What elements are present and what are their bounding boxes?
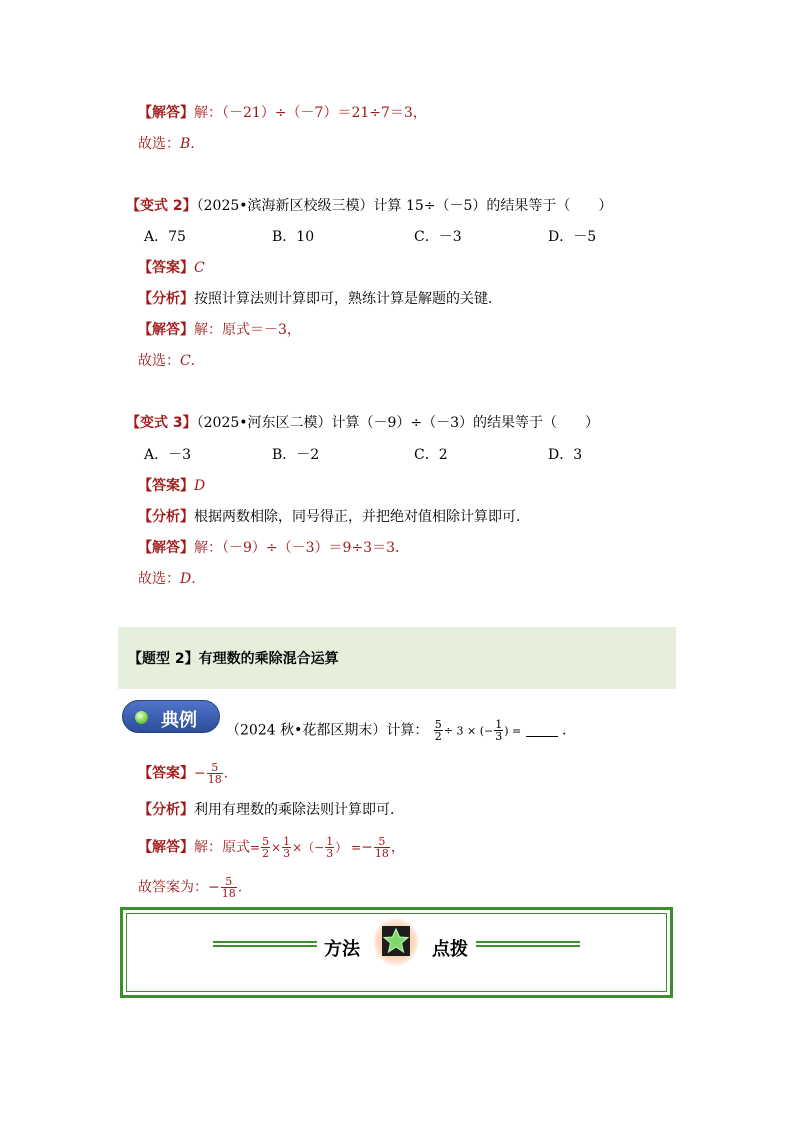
- analysis-tag: 【分析】: [138, 802, 194, 818]
- answer-blank: [526, 725, 558, 737]
- expr-text: ) =: [504, 724, 522, 738]
- variant2-tag: 【变式 2】: [126, 198, 197, 214]
- example-question: [226, 719, 576, 741]
- minus-sign: −: [361, 839, 373, 856]
- variant2-options: [0, 227, 794, 247]
- denominator: 3: [495, 730, 503, 743]
- method-right-label: 点拨: [432, 939, 468, 960]
- variant2-question: [126, 196, 612, 216]
- fraction: [494, 719, 503, 742]
- numerator: 5: [378, 835, 386, 848]
- answer-tag: 【答案】: [138, 260, 194, 276]
- solution-text: 解：原式＝－3，: [194, 322, 301, 338]
- fraction: [207, 762, 223, 785]
- analysis-text: 利用有理数的乘除法则计算即可．: [194, 802, 404, 818]
- variant2-analysis: [138, 289, 502, 309]
- numerator: 1: [495, 718, 503, 731]
- numerator: 5: [262, 835, 270, 848]
- period: .: [190, 353, 196, 369]
- answer-tag: 【答案】: [138, 478, 194, 494]
- final-prefix: 故答案为：: [138, 879, 208, 896]
- jieda-tag: 【解答】: [138, 839, 194, 856]
- section-title: 【题型 2】有理数的乘除混合运算: [128, 651, 339, 667]
- fraction: [261, 836, 270, 859]
- jieda-tag: 【解答】: [138, 105, 194, 121]
- variant2-question-text: （2025•滨海新区校级三模）计算 15÷（－5）的结果等于（ ）: [196, 198, 613, 214]
- jieda-tag: 【解答】: [138, 322, 194, 338]
- period: ．: [562, 722, 577, 739]
- analysis-text: 根据两数相除，同号得正，并把绝对值相除计算即可．: [194, 509, 530, 525]
- choice-line: [138, 134, 195, 154]
- fraction: [325, 836, 334, 859]
- example-final: [138, 876, 242, 900]
- denominator: 2: [434, 730, 442, 743]
- solution-text: 解：（－21）÷（－7）＝21÷7＝3，: [194, 105, 427, 121]
- numerator: 5: [434, 718, 442, 731]
- variant3-choice: [138, 569, 196, 589]
- answer-value: C: [194, 260, 205, 276]
- choice-answer: C: [180, 353, 191, 369]
- analysis-tag: 【分析】: [138, 509, 194, 525]
- option-b: B．－2: [272, 447, 320, 463]
- solution-prefix: 解：原式: [194, 839, 250, 856]
- option-a: A．－3: [144, 447, 192, 463]
- denominator: 18: [221, 887, 236, 900]
- numerator: 1: [283, 835, 291, 848]
- denominator: 2: [262, 847, 270, 860]
- equals: =: [250, 840, 261, 855]
- option-a: A．75: [144, 229, 186, 245]
- period: .: [190, 136, 195, 152]
- answer-value: D: [194, 478, 206, 494]
- denominator: 18: [207, 773, 222, 786]
- variant3-question-text: （2025•河东区二模）计算（－9）÷（－3）的结果等于（ ）: [196, 415, 600, 431]
- variant3-answer: [138, 476, 205, 496]
- variant2-choice: [138, 351, 195, 371]
- denominator: 3: [326, 847, 334, 860]
- period: .: [237, 879, 243, 896]
- method-left-label: 方法: [324, 939, 360, 960]
- times: ×: [271, 840, 282, 855]
- denominator: 3: [283, 847, 291, 860]
- choice-prefix: 故选：: [138, 353, 180, 369]
- star-icon: [382, 926, 410, 956]
- analysis-tag: 【分析】: [138, 291, 194, 307]
- example-badge-label: 典例: [161, 710, 197, 731]
- period: .: [223, 765, 229, 782]
- times: ×（−: [292, 840, 325, 855]
- variant3-analysis: [138, 507, 530, 527]
- variant3-solution: [138, 538, 409, 558]
- variant3-options: [0, 445, 794, 465]
- numerator: 5: [211, 761, 219, 774]
- answer-tag: 【答案】: [138, 765, 194, 782]
- right-divider: [476, 941, 580, 947]
- example-badge: [122, 700, 220, 733]
- green-dot-icon: [135, 711, 148, 724]
- option-c: C．－3: [414, 229, 462, 245]
- option-d: D．3: [548, 447, 583, 463]
- denominator: 18: [374, 847, 389, 860]
- fraction: [374, 836, 390, 859]
- comma: ，: [390, 839, 405, 856]
- expr-text: ÷ 3 × (−: [443, 724, 494, 738]
- equals: ） =: [335, 840, 362, 855]
- choice-answer: B: [180, 136, 191, 152]
- analysis-text: 按照计算法则计算即可，熟练计算是解题的关键．: [194, 291, 502, 307]
- variant2-solution: [138, 320, 301, 340]
- fraction: [282, 836, 291, 859]
- variant3-tag: 【变式 3】: [126, 415, 197, 431]
- example-answer: [138, 762, 228, 786]
- option-c: C．2: [414, 447, 448, 463]
- option-d: D．－5: [548, 229, 597, 245]
- choice-prefix: 故选：: [138, 571, 180, 587]
- option-b: B．10: [272, 229, 315, 245]
- fraction: [434, 719, 443, 742]
- variant2-answer: [138, 258, 205, 278]
- period: .: [191, 571, 196, 587]
- example-solution: [138, 836, 405, 860]
- example-analysis: [138, 800, 404, 820]
- variant3-question: [126, 413, 599, 433]
- solution-text: 解：（－9）÷（－3）＝9÷3＝3．: [194, 540, 409, 556]
- minus-sign: −: [208, 879, 220, 896]
- left-divider: [213, 941, 317, 947]
- fraction: [221, 876, 237, 899]
- numerator: 1: [326, 835, 334, 848]
- minus-sign: −: [194, 765, 206, 782]
- choice-prefix: 故选：: [138, 136, 180, 152]
- jieda-tag: 【解答】: [138, 540, 194, 556]
- example-source: （2024 秋•花都区期末）计算：: [226, 722, 429, 739]
- choice-answer: D: [180, 571, 192, 587]
- solution-line: [138, 103, 427, 123]
- numerator: 5: [225, 875, 233, 888]
